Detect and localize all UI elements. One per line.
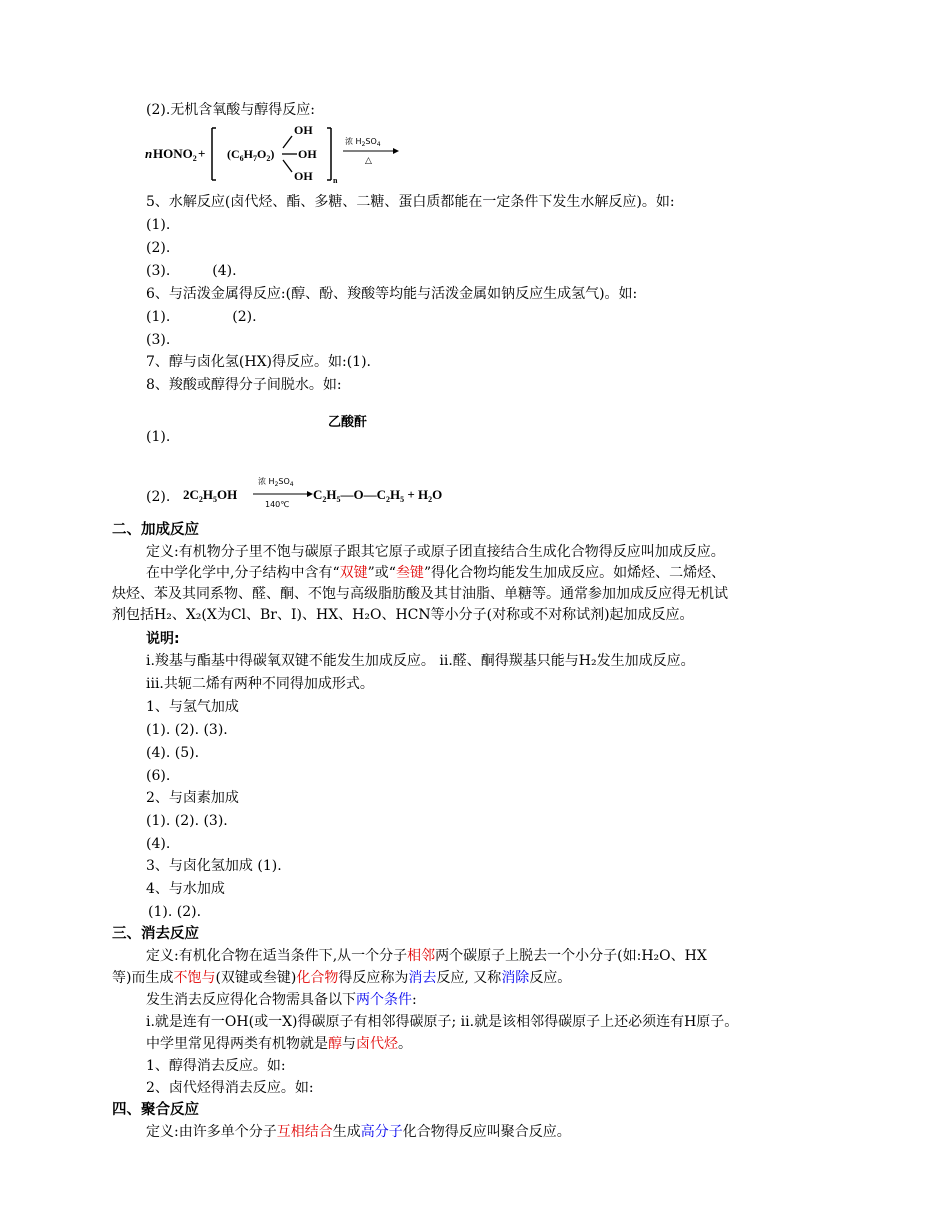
section-heading: 三、消去反应 bbox=[112, 926, 199, 942]
highlight: 消除 bbox=[501, 970, 530, 986]
text-line: (1). bbox=[146, 429, 171, 445]
text-line bbox=[146, 308, 257, 326]
highlight: 卤代烃 bbox=[356, 1036, 398, 1052]
item-label: (3). bbox=[146, 263, 171, 279]
note-label: 说明: bbox=[146, 631, 180, 647]
highlight: 化合物 bbox=[296, 970, 339, 986]
text-run: 与 bbox=[342, 1036, 356, 1052]
text-run: 定义:有机化合物在适当条件下,从一个分子 bbox=[146, 948, 408, 964]
formula-hono2: $HONO_2$ bbox=[153, 146, 197, 163]
text-line: 炔烃、苯及其同系物、醛、酮、不饱与高级脂肪酸及其甘油脂、单糖等。通常参加加成反应得无机试 bbox=[112, 586, 728, 602]
item-label: (2). bbox=[232, 309, 257, 325]
text-line: (2).无机含氧酸与醇得反应: bbox=[146, 102, 315, 118]
nitration-equation bbox=[145, 120, 405, 184]
item-label: (1). bbox=[146, 309, 171, 325]
text-run: 发生消去反应得化合物需具备以下 bbox=[146, 992, 356, 1008]
definition bbox=[146, 1123, 571, 1141]
text-run: 中学里常见得两类有机物就是 bbox=[146, 1036, 328, 1052]
text-line: 5、水解反应(卤代烃、酯、多糖、二糖、蛋白质都能在一定条件下发生水解反应)。如: bbox=[146, 194, 675, 210]
text-line: (3). bbox=[146, 332, 171, 348]
text-run: 化合物得反应叫聚合反应。 bbox=[402, 1124, 571, 1140]
text-run: : bbox=[412, 992, 417, 1008]
highlight: 互相结合 bbox=[276, 1124, 333, 1140]
definition bbox=[146, 947, 707, 965]
text-line: 7、醇与卤化氢(HX)得反应。如:(1). bbox=[146, 354, 372, 370]
section-heading: 四、聚合反应 bbox=[112, 1102, 199, 1118]
condition-heat: △ bbox=[365, 156, 372, 166]
text-run: 定义:由许多单个分子 bbox=[146, 1124, 277, 1140]
text-run: 等)而生成 bbox=[112, 970, 174, 986]
text-run: 两个碳原子上脱去一个小分子(如:H₂O、HX bbox=[435, 948, 707, 964]
highlight: 高分子 bbox=[360, 1124, 403, 1140]
item-label: (4). bbox=[212, 263, 237, 279]
subheading: 4、与水加成 bbox=[146, 881, 225, 897]
formula-cellulose: $(C_6H_7O_2)$ bbox=[227, 147, 275, 163]
text-run: 在中学化学中,分子结构中含有“ bbox=[146, 565, 340, 581]
text-line: iii.共轭二烯有两种不同得加成形式。 bbox=[146, 676, 374, 692]
subheading: 1、醇得消去反应。如: bbox=[146, 1058, 286, 1074]
ether-equation bbox=[183, 472, 473, 512]
subheading: 1、与氢气加成 bbox=[146, 699, 239, 715]
highlight: 醇 bbox=[328, 1036, 342, 1052]
text-line: 8、羧酸或醇得分子间脱水。如: bbox=[146, 377, 342, 393]
definition: 定义:有机物分子里不饱与碳原子跟其它原子或原子团直接结合生成化合物得反应叫加成反应。 bbox=[146, 544, 725, 560]
oh-top: OH bbox=[294, 123, 313, 137]
text-line: (4). (5). bbox=[146, 745, 200, 761]
ether-cond-top: 浓 $H_2SO_4$ bbox=[258, 477, 294, 488]
ether-right: $C_2H_5—O—C_2H_5 + H_2O$ bbox=[313, 487, 443, 504]
text-line: (1). bbox=[146, 217, 171, 233]
anhydride-label: 乙酸酐 bbox=[328, 415, 368, 430]
text-run: (双键或叁键) bbox=[215, 970, 297, 986]
subheading: 2、卤代烃得消去反应。如: bbox=[146, 1080, 314, 1096]
text-line: (1). (2). bbox=[148, 904, 202, 920]
text-run: 。 bbox=[398, 1036, 412, 1052]
highlight: 双键 bbox=[339, 565, 368, 581]
formula-n: n bbox=[145, 146, 153, 161]
text-line: (1). (2). (3). bbox=[146, 722, 228, 738]
text-line: 6、与活泼金属得反应:(醇、酚、羧酸等均能与活泼金属如钠反应生成氢气)。如: bbox=[146, 286, 638, 302]
oh-mid: OH bbox=[298, 147, 317, 161]
text-line: 剂包括H₂、X₂(X为Cl、Br、I)、HX、H₂O、HCN等小分子(对称或不对称试剂)起加成反应。 bbox=[112, 607, 694, 623]
text-run: 得反应称为 bbox=[338, 970, 409, 986]
definition bbox=[112, 969, 571, 987]
section-heading: 二、加成反应 bbox=[112, 522, 199, 538]
highlight: 消去 bbox=[408, 970, 437, 986]
text-line bbox=[146, 1035, 412, 1053]
text-run: 生成 bbox=[332, 1124, 361, 1140]
text-line bbox=[146, 564, 725, 582]
highlight: 两个条件 bbox=[356, 992, 412, 1008]
text-line: (6). bbox=[146, 768, 171, 784]
subscript-n: n bbox=[333, 176, 338, 184]
equation-figure bbox=[183, 472, 473, 512]
subheading: 3、与卤化氢加成 (1). bbox=[146, 858, 282, 874]
text-line: (2). bbox=[146, 489, 171, 505]
text-line: (2). bbox=[146, 240, 171, 256]
equation-figure bbox=[145, 120, 405, 184]
condition-top: 浓 $H_2SO_4$ bbox=[345, 137, 381, 148]
text-line bbox=[146, 991, 417, 1009]
ether-left: $2C_2H_5OH$ bbox=[183, 487, 238, 504]
text-line: (4). bbox=[146, 836, 171, 852]
text-run: ”或“ bbox=[367, 565, 396, 581]
text-run: 反应, 又称 bbox=[436, 970, 502, 986]
highlight: 叁键 bbox=[395, 565, 424, 581]
text-line: i.羧基与酯基中得碳氧双键不能发生加成反应。 ii.醛、酮得羰基只能与H₂发生加成反应。 bbox=[146, 653, 695, 669]
ether-cond-bot: 140℃ bbox=[265, 500, 290, 509]
text-line: (1). (2). (3). bbox=[146, 813, 228, 829]
text-run: 反应。 bbox=[529, 970, 572, 986]
highlight: 相邻 bbox=[407, 948, 436, 964]
text-line bbox=[146, 262, 237, 280]
text-line: i.就是连有一OH(或一X)得碳原子有相邻得碳原子; ii.就是该相邻得碳原子上还必须连有H原子。 bbox=[146, 1014, 739, 1030]
highlight: 不饱与 bbox=[173, 970, 216, 986]
oh-bot: OH bbox=[294, 169, 313, 183]
text-run: ”得化合物均能发生加成反应。如烯烃、二烯烃、 bbox=[423, 565, 726, 581]
subheading: 2、与卤素加成 bbox=[146, 790, 239, 806]
formula-plus: + bbox=[198, 146, 206, 161]
